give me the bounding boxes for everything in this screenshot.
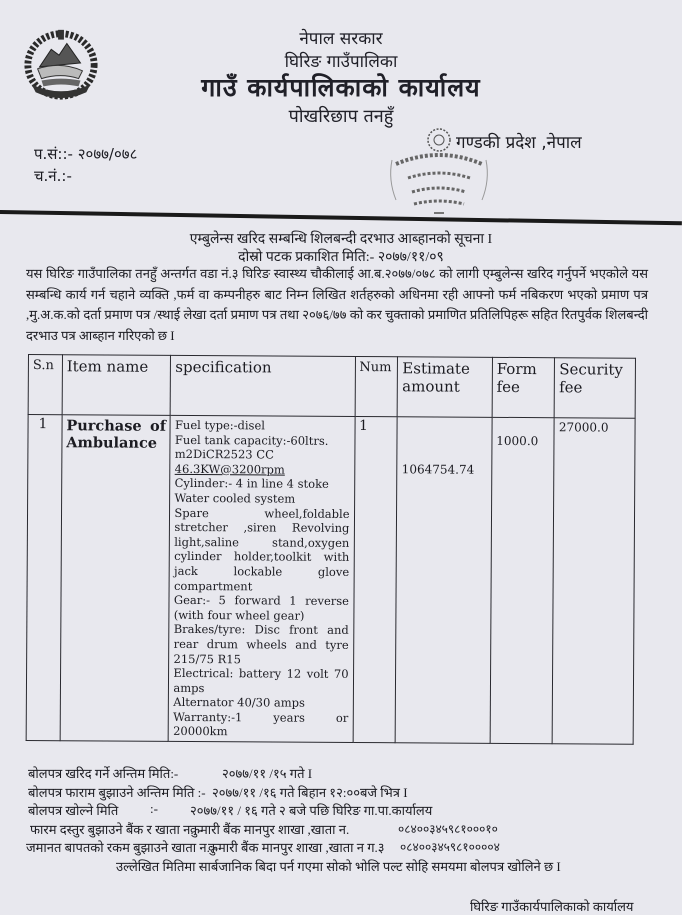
signature-office: घिरिङ गाउँकार्यपालिकाको कार्यालय	[470, 899, 634, 914]
security-fee-value: 27000.0	[558, 420, 609, 435]
spec-line: Brakes/tyre: Disc front and rear drum wheels and tyre 215/75 R15	[173, 622, 349, 666]
cell-item	[60, 415, 171, 742]
spec-line: Water cooled system	[174, 490, 296, 506]
spec-line: Fuel type:-disel	[174, 417, 266, 433]
notice-title: एम्बुलेन्स खरिद सम्बन्धि शिलबन्दी दरभाउ आब्हानको सूचना I	[189, 232, 493, 247]
purchase-deadline-label: बोलपत्र खरिद गर्ने अन्तिम मिति:-	[28, 766, 179, 781]
submit-deadline-label: बोलपत्र फाराम बुझाउने अन्तिम मिति :-	[28, 785, 206, 800]
form-fee-account-number: ०८४००३४५९८१०००१०	[398, 822, 498, 836]
opening-date-label: बोलपत्र खोल्ने मिति	[28, 803, 119, 818]
cell-sn	[26, 415, 62, 741]
table-row	[26, 415, 635, 745]
spec-line: Alternator 40/30 amps	[173, 695, 306, 710]
spec-line: Fuel tank capacity:-60ltrs.	[174, 432, 329, 448]
cell-estimate	[396, 417, 492, 744]
header-municipality: घिरिङ गाउँपालिका	[284, 52, 398, 72]
cell-num	[353, 416, 398, 742]
header-item-name: Item name	[62, 355, 171, 416]
spec-line: Spare wheel,foldable stretcher ,siren Revolving light,saline stand,oxygen cylinder holder,toolkit with jack lockable glove compartment	[173, 505, 350, 593]
cell-form-fee	[490, 417, 554, 743]
item-name-value: Purchase of Ambulance	[66, 417, 167, 452]
header-form-fee: Form fee	[492, 357, 555, 417]
spec-line: Electrical: battery 12 volt 70 amps	[173, 665, 349, 695]
header-estimate-amount: Estimate amount	[398, 357, 493, 418]
tender-table	[26, 354, 636, 745]
form-fee-bank-value: कुमारी बैंक मानपुर शाखा ,खाता न.	[190, 822, 350, 837]
cell-specification	[169, 415, 355, 742]
purchase-deadline-value: २०७७/११ /१५ गते I	[222, 766, 313, 781]
opening-date-value: २०७७/११ / १६ गते २ बजे पछि घिरिङ गा.पा.कार्यालय	[190, 803, 433, 818]
header-sn: S.n	[28, 355, 62, 415]
estimate-value: 1064754.74	[401, 462, 475, 477]
form-fee-bank-label: फारम दस्तुर बुझाउने बैंक र खाता न.:-	[30, 822, 202, 837]
spec-line: Warranty:-1 years or 20000km	[173, 709, 349, 739]
spec-line: m2DiCR2523 CC	[174, 447, 274, 462]
submit-deadline-value: २०७७/११ /१६ गते बिहान १२:००बजे भित्र I	[212, 785, 408, 800]
header-government: नेपाल सरकार	[299, 29, 383, 49]
reference-number: प.सं::- २०७७/०७८	[34, 145, 138, 163]
header-office: गाउँ कार्यपालिकाको कार्यालय	[201, 73, 481, 102]
security-account-number: ०८४००३४५९८१००००४	[400, 840, 500, 854]
spec-line: Cylinder:- 4 in line 4 stoke	[174, 476, 329, 492]
notice-publish-date: दोस्रो पटक प्रकाशित मिति:- २०७७/११/०९	[238, 250, 444, 265]
header-specification: specification	[171, 355, 355, 416]
opening-date-separator: :-	[150, 801, 158, 816]
form-fee-value: 1000.0	[496, 433, 539, 449]
table-header-row	[28, 355, 635, 419]
province-name: गण्डकी प्रदेश ,नेपाल	[456, 133, 582, 153]
header-num: Num	[355, 356, 398, 416]
header-location: पोखरिछाप तनहुँ	[288, 106, 394, 127]
security-bank-label: जमानत बापतको रकम बुझाउने खाता न.:-	[26, 840, 218, 855]
spec-line: Gear:- 5 forward 1 reverse (with four wheel gear)	[173, 593, 350, 623]
header-divider	[0, 210, 682, 225]
cell-security-fee	[552, 418, 635, 745]
spec-line: 46.3KW@3200rpm	[174, 461, 285, 477]
security-bank-value: कुमारी बैंक मानपुर शाखा ,खाता न ग.३	[208, 840, 385, 855]
holiday-note: उल्लेखित मितिमा सार्बजानिक बिदा पर्न गएमा सोको भोलि पल्ट सोहि समयमा बोलपत्र खोलिने छ I	[116, 859, 561, 874]
sn-value: 1	[38, 416, 48, 433]
num-value: 1	[359, 418, 369, 435]
header-security-fee: Security fee	[554, 358, 635, 418]
notice-body: यस घिरिङ गाउँपालिका तनहुँ अन्तर्गत वडा नं.३ घिरिङ स्वास्थ्य चौकीलाई आ.ब.२०७७/०७८ को लागी एम्बुलेन्स खरिद गर्नुपर्ने भएकोले यस सम्बन्धि कार्य गर्न चहाने व्यक्ति ,फर्म वा कम्पनीहरु बाट निम्न लिखित शर्तहरुको अधिनमा रही आफ्नो फर्म नबिकरण भएको प्रमाण पत्र ,मु.अ.क.को दर्ता प्रमाण पत्र /स्थाई लेखा दर्ता प्रमाण पत्र तथा २०७६/७७ को कर चुक्ताको प्रमाणित प्रतिलिपिहरू सहित रितपुर्वक शिलबन्दी दरभाउ पत्र आब्हान गरिएको छ I	[26, 266, 648, 343]
dispatch-number: च.नं.:-	[34, 167, 72, 185]
